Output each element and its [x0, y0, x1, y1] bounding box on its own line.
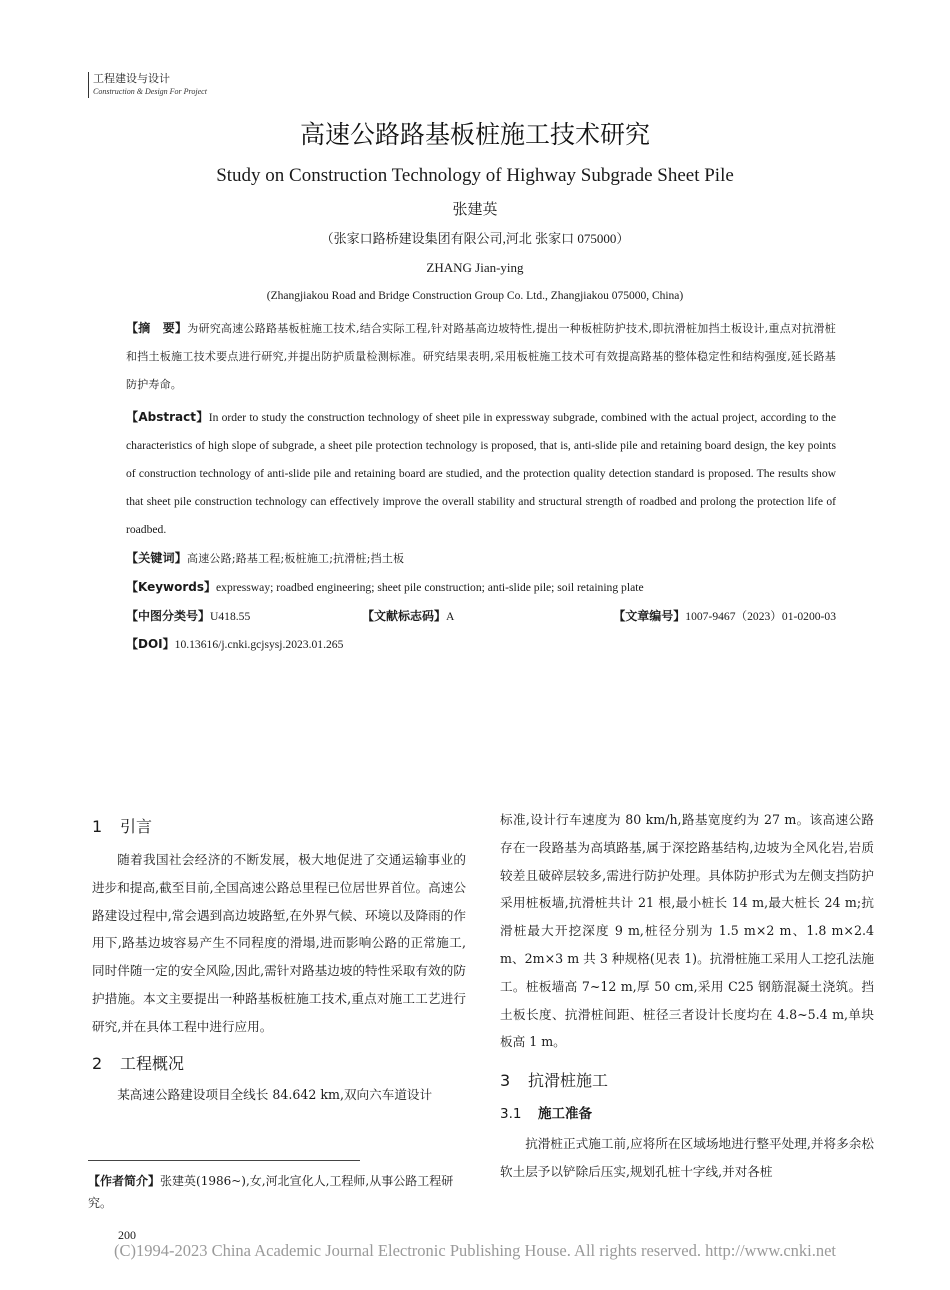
copyright-watermark: (C)1994-2023 China Academic Journal Electronic Publishing House. All rights reserved. http://www.cnki.net — [113, 1241, 837, 1260]
abstract-en — [126, 403, 836, 544]
abstract-cn-label: 【摘 要】 — [126, 321, 188, 335]
keywords-en-label: 【Keywords】 — [126, 580, 217, 594]
document-code-label: 【文献标志码】 — [362, 609, 447, 623]
abstract-block — [126, 314, 836, 658]
article-number — [613, 602, 836, 631]
journal-name-cn: 工程建设与设计 — [93, 72, 170, 85]
article-title-en: Study on Construction Technology of Highway Subgrade Sheet Pile — [216, 165, 734, 186]
author-name-cn: 张建英 — [452, 200, 498, 218]
section-3-1-heading — [500, 1102, 874, 1126]
left-column — [92, 814, 466, 1108]
section-3-1-number: 3.1 — [500, 1106, 522, 1123]
abstract-cn-text: 为研究高速公路路基板桩施工技术,结合实际工程,针对路基高边坡特性,提出一种板桩防护技术,即抗滑桩加挡土板设计,重点对抗滑桩和挡土板施工技术要点进行研究,并提出防护质量检测标准。研究结果表明,采用板桩施工技术可有效提高路基的整体稳定性和结构强度,延长路基防护寿命。 — [126, 322, 836, 391]
section-1-title: 引言 — [120, 817, 153, 836]
doi — [126, 630, 343, 659]
keywords-en — [126, 573, 836, 602]
clc-label: 【中图分类号】 — [126, 609, 211, 623]
classification-row — [126, 602, 836, 630]
affiliation-en: (Zhangjiakou Road and Bridge Construction Group Co. Ltd., Zhangjiakou 075000, China) — [266, 290, 684, 302]
doi-row — [126, 630, 836, 658]
doi-value: 10.13616/j.cnki.gcjsysj.2023.01.265 — [174, 638, 344, 651]
section-2-number: 2 — [92, 1053, 103, 1073]
clc-code — [126, 602, 250, 631]
page-number: 200 — [118, 1228, 136, 1242]
section-3-1-paragraph: 抗滑桩正式施工前,应将所在区域场地进行整平处理,并将多余松软土层予以铲除后压实,规划孔桩十字线,并对各桩 — [500, 1136, 874, 1179]
section-3-number: 3 — [500, 1071, 511, 1091]
section-3-title: 抗滑桩施工 — [528, 1071, 609, 1091]
abstract-en-text: In order to study the construction technology of sheet pile in expressway subgrade, combined with the actual project, according to the characteristics of high slope of subgrade, a sheet pile protection technology is proposed, that is, anti-slide pile and retaining board design, the key points of construction technology of anti-slide pile and retaining board are studied, and the protection quality detection standard is proposed. The results show that sheet pile construction technology can effectively improve the overall stability and structural strength of roadbed and prolong the protection life of roadbed. — [126, 411, 836, 536]
article-title-cn: 高速公路路基板桩施工技术研究 — [299, 120, 650, 149]
right-column — [500, 806, 874, 1186]
footnote-label: 【作者简介】 — [88, 1174, 161, 1188]
document-code — [362, 602, 454, 631]
section-2-paragraph-start: 某高速公路建设项目全线长 84.642 km,双向六车道设计 — [117, 1086, 433, 1102]
clc-value: U418.55 — [210, 610, 251, 623]
article-number-value: 1007-9467（2023）01-0200-03 — [685, 610, 836, 623]
section-1-heading — [92, 814, 466, 840]
journal-header — [88, 72, 207, 98]
document-code-value: A — [446, 610, 455, 623]
section-2-paragraph-continued: 标准,设计行车速度为 80 km/h,路基宽度约为 27 m。该高速公路存在一段路基为高填路基,属于深挖路基结构,边坡为全风化岩,岩质较差且破碎层较多,需进行防护处理。具体防护形式为左侧支挡防护采用桩板墙,抗滑桩共计 21 根,最小桩长 14 m,最大桩长 24 m;抗滑桩最大开挖深度 9 m,桩径分别为 1.5 m×2 m、1.8 m×2.4 m、2m×3 m 共 3 种规格(见表 1)。抗滑桩施工采用人工挖孔法施工。桩板墙高 7~12 m,厚 50 cm,采用 C25 钢筋混凝土浇筑。挡土板长度、抗滑桩间距、桩径三者设计长度均在 4.8~5.4 m,单块板高 1 m。 — [500, 812, 874, 1050]
section-3-heading — [500, 1068, 874, 1094]
journal-name-en: Construction & Design For Project — [93, 87, 207, 96]
keywords-cn-text: 高速公路;路基工程;板桩施工;抗滑桩;挡土板 — [187, 552, 405, 565]
section-2-heading — [92, 1051, 466, 1077]
section-2-title: 工程概况 — [120, 1053, 185, 1073]
keywords-en-text: expressway; roadbed engineering; sheet pile construction; anti-slide pile; soil retaining plate — [216, 581, 644, 594]
section-3-1-title: 施工准备 — [538, 1106, 592, 1123]
footnote-text: 张建英(1986~),女,河北宣化人,工程师,从事公路工程研究。 — [88, 1174, 454, 1210]
keywords-cn — [126, 544, 836, 573]
footnote-divider — [88, 1160, 360, 1161]
author-name-en: ZHANG Jian-ying — [426, 260, 524, 275]
section-1-number: 1 — [92, 817, 103, 836]
abstract-cn — [126, 314, 836, 399]
article-number-label: 【文章编号】 — [613, 609, 686, 623]
affiliation-cn: （张家口路桥建设集团有限公司,河北 张家口 075000） — [320, 231, 630, 246]
keywords-cn-label: 【关键词】 — [126, 551, 188, 565]
section-1-paragraph: 随着我国社会经济的不断发展，极大地促进了交通运输事业的进步和提高,截至目前,全国高速公路总里程已位居世界首位。高速公路建设过程中,常会遇到高边坡路堑,在外界气候、环境以及降雨的作用下,路基边坡容易产生不同程度的滑塌,进而影响公路的正常施工,同时伴随一定的安全风险,因此,需针对路基边坡的特性采取有效的防护措施。本文主要提出一种路基板桩施工技术,重点对施工工艺进行研究,并在具体工程中进行应用。 — [92, 852, 466, 1034]
doi-label: 【DOI】 — [126, 637, 175, 651]
author-footnote — [88, 1170, 468, 1214]
abstract-en-label: 【Abstract】 — [126, 410, 209, 424]
